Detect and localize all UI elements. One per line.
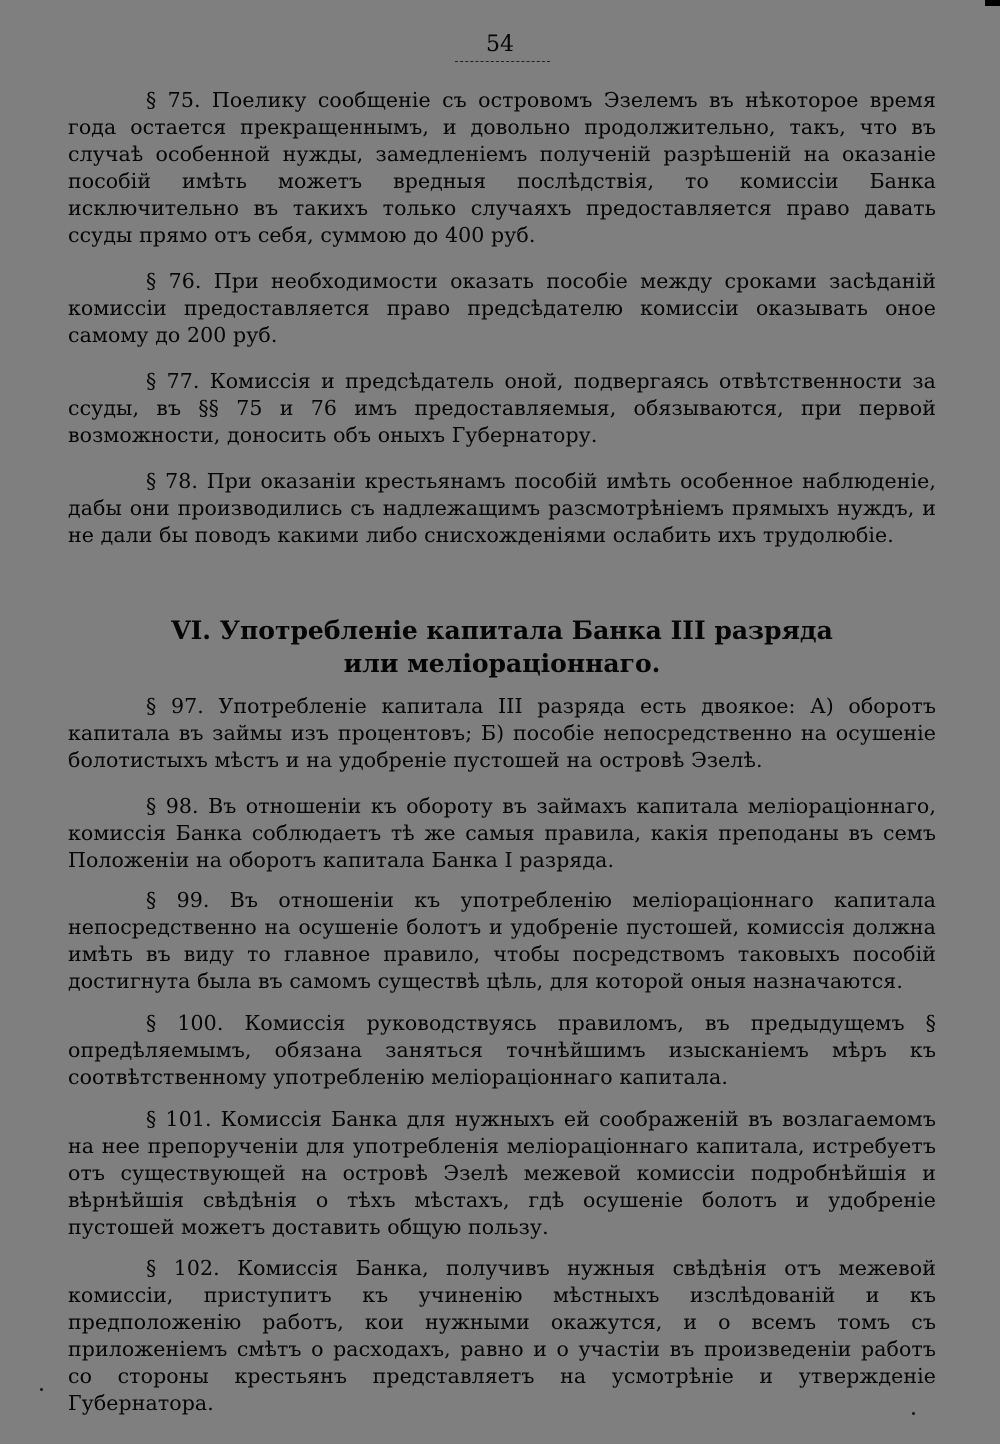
paragraph-97: § 97. Употребленiе капитала III разряда есть двоякое: А) оборотъ капитала въ займы изъ процентовъ; Б) пособiе непосредственно на осушенiе болотистыхъ мѣстъ и на удобренiе пустошей на островѣ Эзелѣ.	[68, 694, 936, 772]
paragraph-101: § 101. Комиссiя Банка для нужныхъ ей соображенiй въ возлагаемомъ на нее препорученiи для употребленiя мелiорацiоннаго капитала, истребуетъ отъ существующей на островѣ Эзелѣ межевой комиссiи подробнѣйшiя и вѣрнѣйшiя свѣдѣнiя о тѣхъ мѣстахъ, гдѣ осушенiе болотъ и удобренiе пустошей можетъ доставить общую пользу.	[68, 1107, 936, 1239]
paragraph-78: § 78. При оказанiи крестьянамъ пособiй имѣть особенное наблюденiе, дабы они производились съ надлежащимъ разсмотрѣнiемъ прямыхъ нуждъ, и не дали бы поводъ какими либо снисхожденiями ослабить ихъ трудолюбiе.	[68, 469, 936, 547]
page-number-underline	[455, 61, 550, 62]
scan-speck	[912, 1412, 915, 1415]
scan-speck	[40, 1388, 43, 1391]
scan-edge-mark	[985, 0, 1000, 6]
paragraph-75: § 75. Поелику сообщенiе съ островомъ Эзелемъ въ нѣкоторое время года остается прекращеннымъ, и довольно продолжительно, такъ, что въ случаѣ особенной нужды, замедленiемъ полученiй разрѣшенiй на оказанiе пособiй имѣть можетъ вредныя послѣдствiя, то комиссiи Банка исключительно въ такихъ только случаяхъ предоставляется право давать ссуды прямо отъ себя, суммою до 400 руб.	[68, 88, 936, 247]
paragraph-100: § 100. Комиссiя руководствуясь правиломъ, въ предыдущемъ § опредѣляемымъ, обязана заняться точнѣйшимъ изысканiемъ мѣръ къ соотвѣтственному употребленiю мелiорацiоннаго капитала.	[68, 1011, 936, 1089]
paragraph-98: § 98. Въ отношенiи къ обороту въ займахъ капитала мелiорацiоннаго, комиссiя Банка соблюдаетъ тѣ же самыя правила, какiя преподаны въ семъ Положенiи на оборотъ капитала Банка I разряда.	[68, 794, 936, 872]
paragraph-77: § 77. Комиссiя и предсѣдатель оной, подвергаясь отвѣтственности за ссуды, въ §§ 75 и 76 имъ предоставляемыя, обязываются, при первой возможности, доносить объ оныхъ Губернатору.	[68, 369, 936, 447]
section-heading-line-2: или мелiорацiоннаго.	[343, 649, 661, 678]
paragraph-99: § 99. Въ отношенiи къ употребленiю мелiорацiоннаго капитала непосредственно на осушенiе болотъ и удобренiе пустошей, комиссiя должна имѣть въ виду то главное правило, чтобы посредствомъ таковыхъ пособiй достигнута была въ самомъ существѣ цѣль, для которой оныя назначаются.	[68, 888, 936, 993]
section-heading-line-1: VI. Употребленiе капитала Банка III разряда	[171, 616, 833, 645]
page-number: 54	[486, 32, 514, 57]
paragraph-76: § 76. При необходимости оказать пособiе между сроками засѣданiй комиссiи предоставляется право предсѣдателю комиссiи оказывать оное самому до 200 руб.	[68, 269, 936, 347]
paragraph-102: § 102. Комиссiя Банка, получивъ нужныя свѣдѣнiя отъ межевой комиссiи, приступитъ къ учиненiю мѣстныхъ изслѣдованiй и къ предположенiю работъ, кои нужными окажутся, и о всемъ томъ съ приложенiемъ смѣтъ о расходахъ, равно и о участiи въ произведенiи работъ со стороны крестьянъ представляетъ на усмотрѣнiе и утвержденiе Губернатора.	[68, 1256, 936, 1415]
